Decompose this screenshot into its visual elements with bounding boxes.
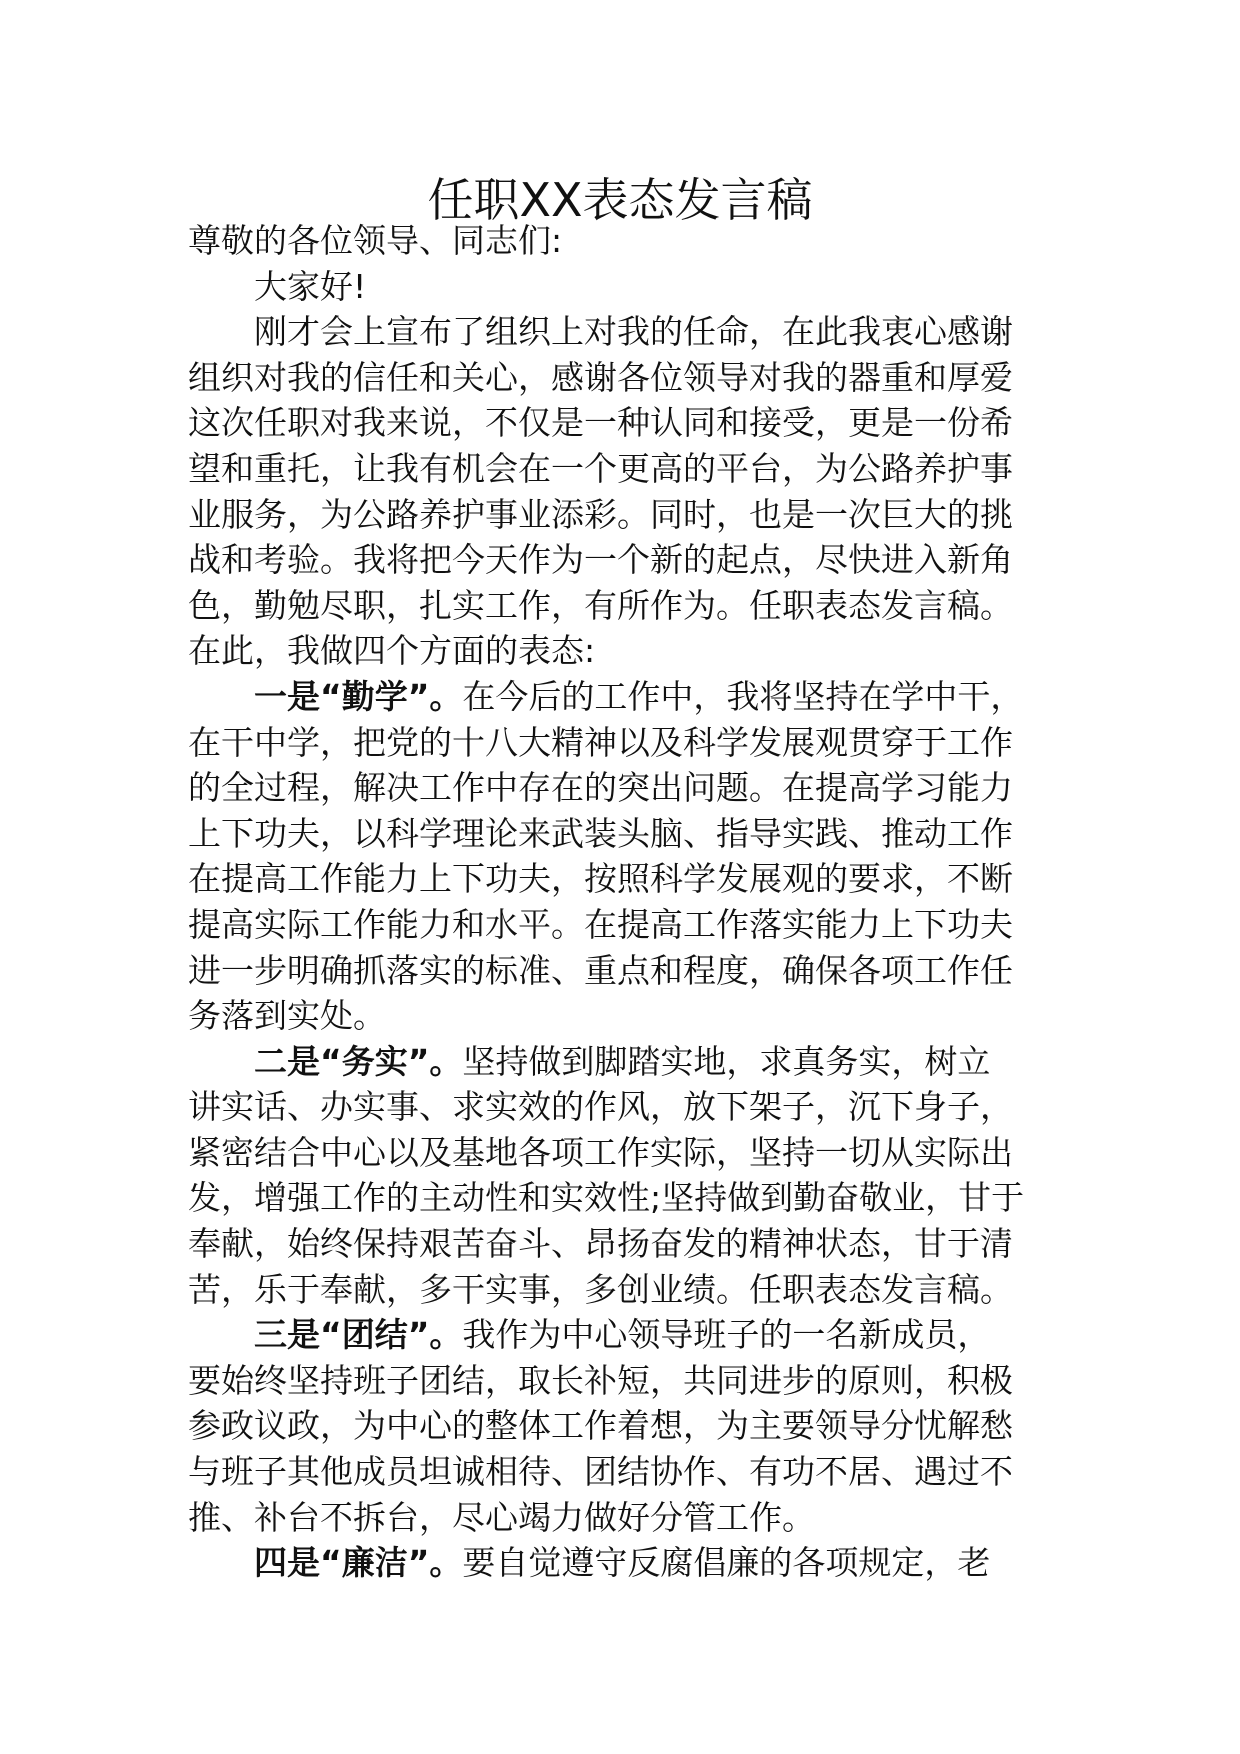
- text-line: 要始终坚持班子团结，取长补短，共同进步的原则，积极: [188, 1360, 1013, 1400]
- section-first-line: [188, 674, 1056, 720]
- text-line: 推、补台不拆台，尽心竭力做好分管工作。: [188, 1497, 815, 1537]
- text-line: 进一步明确抓落实的标准、重点和程度，确保各项工作任: [188, 950, 1013, 990]
- section-heading: 一是“勤学”。: [254, 676, 463, 716]
- text-line: 望和重托，让我有机会在一个更高的平台，为公路养护事: [188, 448, 1013, 488]
- text-line: 在此，我做四个方面的表态:: [188, 631, 596, 671]
- section-first-line: [188, 1039, 1056, 1085]
- text-line: 刚才会上宣布了组织上对我的任命，在此我衷心感谢: [254, 312, 1013, 352]
- text-line: 参政议政，为中心的整体工作着想，为主要领导分忧解愁: [188, 1406, 1013, 1446]
- intro-paragraph: [188, 309, 1056, 674]
- section-first-line: [188, 1312, 1056, 1358]
- section-heading: 二是“务实”。: [254, 1041, 463, 1081]
- text-line: 在提高工作能力上下功夫，按照科学发展观的要求，不断: [188, 859, 1013, 899]
- section-qinxue: [188, 674, 1056, 1039]
- document-title: 任职XX表态发言稿: [427, 173, 813, 227]
- section-heading: 四是“廉洁”。: [254, 1543, 463, 1583]
- greeting: 大家好!: [254, 266, 367, 306]
- salutation: 尊敬的各位领导、同志们:: [188, 221, 563, 260]
- section-lianjie: [188, 1540, 1056, 1586]
- text-line: 与班子其他成员坦诚相待、团结协作、有功不居、遇过不: [188, 1452, 1013, 1492]
- section-wushi: [188, 1039, 1056, 1313]
- text-line: 务落到实处。: [188, 996, 386, 1036]
- section-text: 坚持做到脚踏实地，求真务实，树立: [462, 1041, 991, 1081]
- text-line: 提高实际工作能力和水平。在提高工作落实能力上下功夫: [188, 904, 1013, 944]
- text-line: 苦，乐于奉献，多干实事，多创业绩。任职表态发言稿。: [188, 1269, 1013, 1309]
- text-line: 紧密结合中心以及基地各项工作实际，坚持一切从实际出: [188, 1132, 1013, 1172]
- section-heading: 三是“团结”。: [254, 1315, 463, 1355]
- text-line: 业服务，为公路养护事业添彩。同时，也是一次巨大的挑: [188, 494, 1013, 534]
- text-line: 上下功夫，以科学理论来武装头脑、指导实践、推动工作: [188, 813, 1013, 853]
- section-first-line: [188, 1540, 1056, 1586]
- section-text: 在今后的工作中，我将坚持在学中干，: [462, 676, 1024, 716]
- text-line: 组织对我的信任和关心，感谢各位领导对我的器重和厚爱: [188, 357, 1013, 397]
- text-line: 的全过程，解决工作中存在的突出问题。在提高学习能力: [188, 768, 1013, 808]
- text-line: 战和考验。我将把今天作为一个新的起点，尽快进入新角: [188, 540, 1013, 580]
- section-text: 要自觉遵守反腐倡廉的各项规定，老: [462, 1543, 991, 1583]
- text-line: 这次任职对我来说，不仅是一种认同和接受，更是一份希: [188, 403, 1013, 443]
- section-tuanjie: [188, 1312, 1056, 1540]
- text-line: 奉献，始终保持艰苦奋斗、昂扬奋发的精神状态，甘于清: [188, 1224, 1013, 1264]
- text-line: 在干中学，把党的十八大精神以及科学发展观贯穿于工作: [188, 722, 1013, 762]
- text-line: 讲实话、办实事、求实效的作风，放下架子，沉下身子，: [188, 1087, 1013, 1127]
- document-body: [188, 218, 1056, 1586]
- section-text: 我作为中心领导班子的一名新成员，: [462, 1315, 991, 1355]
- text-line: 色，勤勉尽职，扎实工作，有所作为。任职表态发言稿。: [188, 585, 1013, 625]
- text-line: 发，增强工作的主动性和实效性;坚持做到勤奋敬业，甘于: [188, 1178, 1025, 1218]
